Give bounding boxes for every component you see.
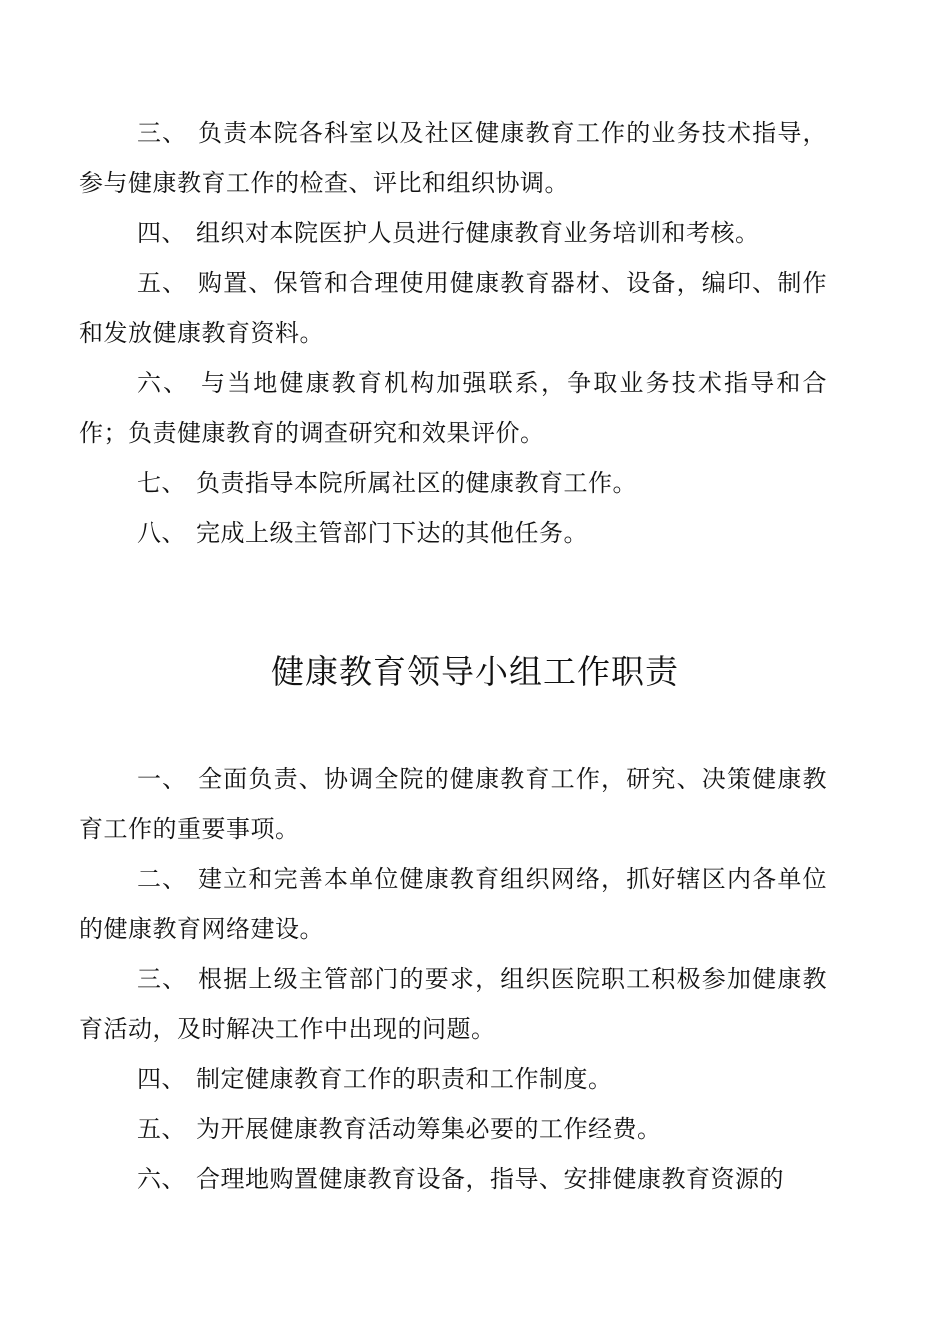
list-item-number: 六、	[137, 369, 190, 397]
list-item-number: 四、	[137, 219, 186, 247]
list-item-content: 负责本院各科室以及社区健康教育工作的业务技术指导，参与健康教育工作的检查、评比和组织协调。	[79, 119, 828, 197]
list-item-text	[79, 358, 827, 458]
list-item-number: 五、	[137, 1115, 186, 1143]
list-item-text	[79, 954, 827, 1054]
list-item-content: 购置、保管和合理使用健康教育器材、设备，编印、制作和发放健康教育资料。	[79, 269, 828, 347]
list-item-text	[79, 754, 827, 854]
list-item-content: 建立和完善本单位健康教育组织网络，抓好辖区内各单位的健康教育网络建设。	[79, 865, 828, 943]
list-item	[79, 358, 828, 458]
list-item-content: 根据上级主管部门的要求，组织医院职工积极参加健康教育活动，及时解决工作中出现的问题。	[79, 965, 828, 1043]
list-item-content: 组织对本院医护人员进行健康教育业务培训和考核。	[196, 219, 760, 247]
list-item-content: 为开展健康教育活动筹集必要的工作经费。	[196, 1115, 662, 1143]
list-item-text	[79, 208, 827, 258]
list-item-number: 五、	[137, 269, 188, 297]
list-item-text	[79, 1054, 827, 1104]
list-item-number: 一、	[137, 765, 188, 793]
list-item-number: 三、	[137, 119, 188, 147]
list-item	[79, 108, 828, 208]
list-item	[137, 508, 827, 558]
list-item-text	[79, 108, 827, 208]
duty-list-section-1	[79, 108, 828, 558]
list-item-content: 完成上级主管部门下达的其他任务。	[196, 519, 588, 547]
list-item-number: 四、	[137, 1065, 186, 1093]
list-item	[79, 954, 828, 1054]
list-item-content: 负责指导本院所属社区的健康教育工作。	[196, 469, 637, 497]
list-item-text	[79, 508, 827, 558]
list-item-content: 全面负责、协调全院的健康教育工作，研究、决策健康教育工作的重要事项。	[79, 765, 828, 843]
list-item-text	[79, 258, 827, 358]
list-item	[137, 208, 827, 258]
duty-list-section-2	[79, 754, 828, 1204]
list-item-text	[79, 1154, 827, 1204]
list-item	[79, 258, 828, 358]
list-item-number: 六、	[137, 1165, 186, 1193]
list-item	[79, 854, 828, 954]
list-item-number: 三、	[137, 965, 188, 993]
list-item-number: 八、	[137, 519, 186, 547]
list-item	[137, 1154, 827, 1204]
list-item-number: 二、	[137, 865, 188, 893]
list-item	[137, 458, 827, 508]
list-item-content: 与当地健康教育机构加强联系，争取业务技术指导和合作；负责健康教育的调查研究和效果评价。	[79, 369, 828, 447]
list-item	[137, 1054, 827, 1104]
list-item-content: 合理地购置健康教育设备，指导、安排健康教育资源的	[196, 1165, 784, 1193]
list-item	[137, 1104, 827, 1154]
section-title: 健康教育领导小组工作职责	[271, 652, 679, 691]
list-item-content: 制定健康教育工作的职责和工作制度。	[196, 1065, 613, 1093]
list-item-text	[79, 458, 827, 508]
list-item-text	[79, 1104, 827, 1154]
list-item-number: 七、	[137, 469, 186, 497]
list-item	[79, 754, 828, 854]
list-item-text	[79, 854, 827, 954]
